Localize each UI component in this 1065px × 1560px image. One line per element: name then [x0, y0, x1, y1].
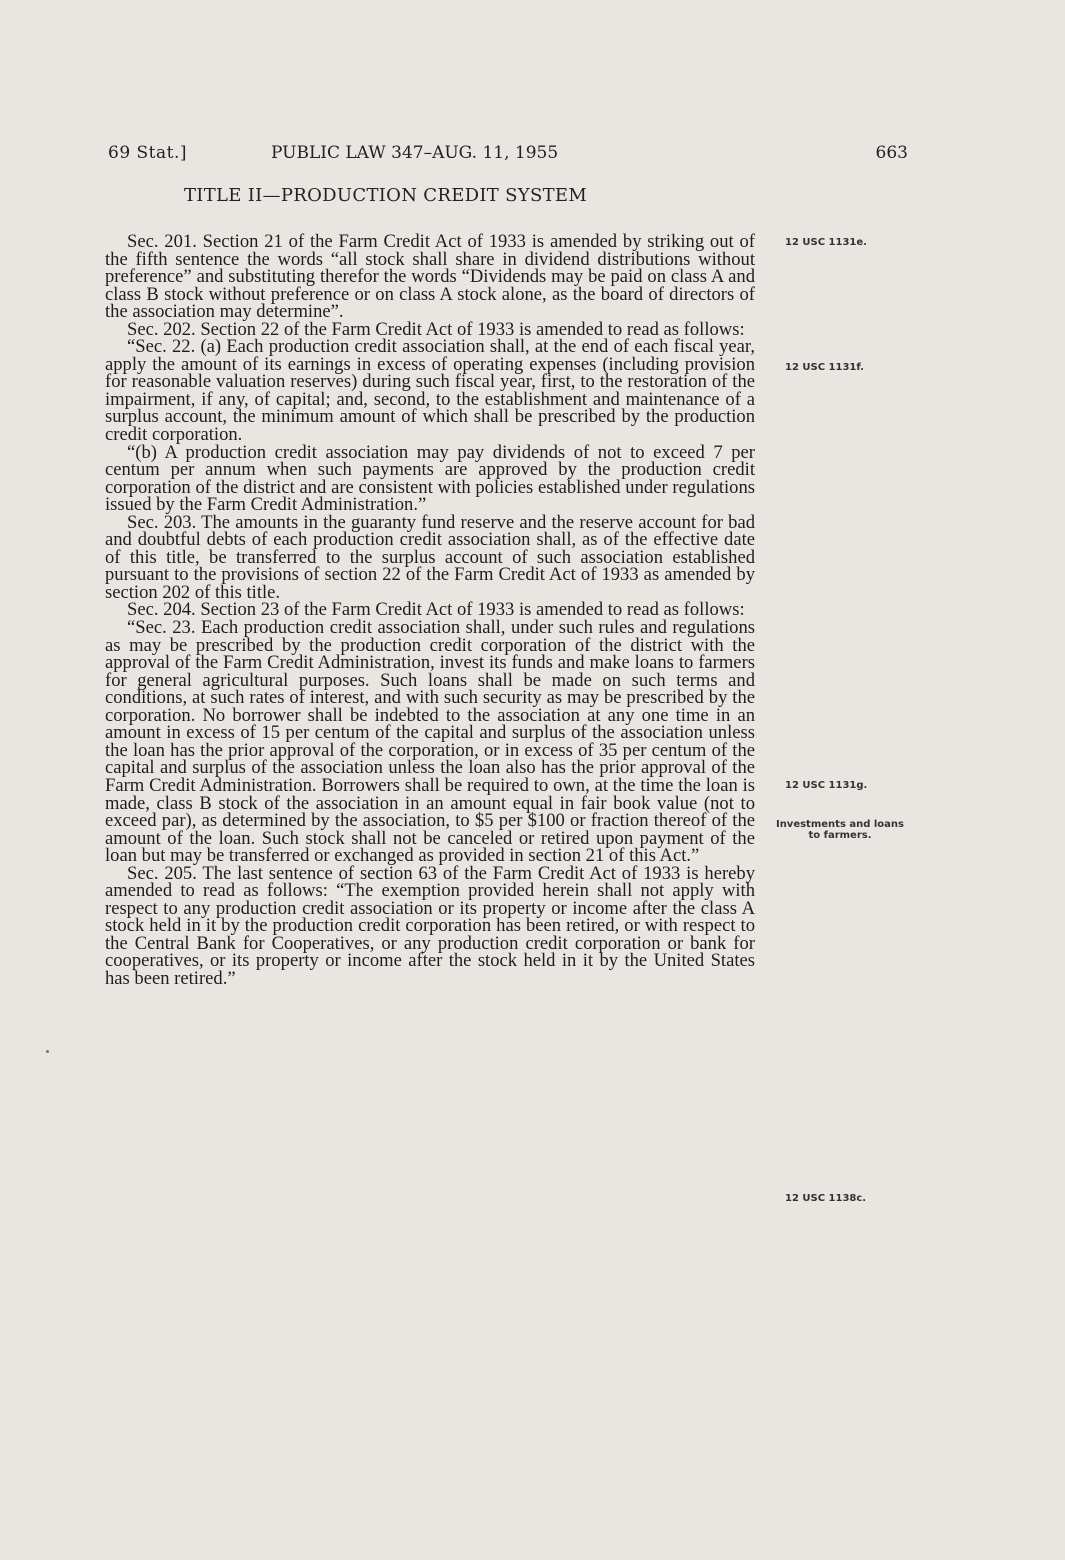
section-title: TITLE II—PRODUCTION CREDIT SYSTEM — [184, 185, 588, 206]
paragraph-sec-23: “Sec. 23. Each production credit association shall, under such rules and regulations as may be prescribed by the production credit corporation of the district with the approval of the Farm Credit Administration, invest its funds and make loans to farmers for general agricultural purposes. Such loans shall be made on such terms and conditions, at such rates of interest, and with such security as may be prescribed by the corporation. No borrower shall be indebted to the association at any one time in an amount in excess of 15 per centum of the capital and surplus of the association unless the loan has the prior approval of the corporation, or in excess of 35 per centum of the capital and surplus of the association unless the loan also has the prior approval of the Farm Credit Administration. Borrowers shall be required to own, at the time the loan is made, class B stock of the association in an amount equal in fair book value (not to exceed par), as determined by the association, to $5 per $100 or fraction thereof of the amount of the loan. Such stock shall not be canceled or retired upon payment of the loan but may be transferred or exchanged as provided in section 21 of this Act.” — [105, 617, 755, 867]
page-header — [108, 143, 908, 169]
paragraph-sec-202: Sec. 202. Section 22 of the Farm Credit Act of 1933 is amended to read as follows: — [127, 318, 745, 340]
scan-speck — [46, 1050, 49, 1053]
law-title: PUBLIC LAW 347–AUG. 11, 1955 — [271, 143, 559, 163]
margin-note-1131e: 12 USC 1131e. — [785, 237, 867, 248]
margin-note-1131f: 12 USC 1131f. — [785, 362, 864, 373]
paragraph-sec-205: Sec. 205. The last sentence of section 63 of the Farm Credit Act of 1933 is hereby amended to read as follows: “The exemption provided herein shall not apply with respect to any production credit association or its property or income after the class A stock held in it by the production credit corporation has been retired, or with respect to the Central Bank for Cooperatives, or any production credit corporation or bank for cooperatives, or its property or income after the stock held in it by the United States has been retired.” — [105, 862, 755, 989]
paragraph-sec-22a: “Sec. 22. (a) Each production credit association shall, at the end of each fiscal year, apply the amount of its earnings in excess of operating expenses (including provision for reasonable valuation reserves) during such fiscal year, first, to the restoration of the impairment, if any, of capital; and, second, to the establishment and maintenance of a surplus account, the minimum amount of which shall be prescribed by the production credit corporation. — [105, 336, 755, 446]
body-text — [105, 233, 755, 988]
page-number: 663 — [875, 143, 908, 163]
paragraph-sec-203: Sec. 203. The amounts in the guaranty fund reserve and the reserve account for bad and doubtful debts of each production credit association shall, as of the effective date of this title, be transferred to the surplus account of such association established pursuant to the provisions of section 22 of the Farm Credit Act of 1933 as amended by section 202 of this title. — [105, 511, 755, 603]
volume-reference: 69 Stat.] — [108, 143, 188, 163]
paragraph-sec-201: Sec. 201. Section 21 of the Farm Credit Act of 1933 is amended by striking out of the fifth sentence the words “all stock shall share in dividend distributions without preference” and substituting therefor the words “Dividends may be paid on class A and class B stock without preference or on class A stock alone, as the board of directors of the association may determine”. — [105, 231, 755, 323]
margin-note-investments: Investments and loans to farmers. — [775, 819, 905, 841]
margin-note-1131g: 12 USC 1131g. — [785, 780, 868, 791]
paragraph-sec-22b: “(b) A production credit association may pay dividends of not to exceed 7 per centum per annum when such payments are approved by the production credit corporation of the district and are consistent with policies established under regulations issued by the Farm Credit Administration.” — [105, 441, 755, 516]
margin-note-1138c: 12 USC 1138c. — [785, 1193, 867, 1204]
paragraph-sec-204: Sec. 204. Section 23 of the Farm Credit Act of 1933 is amended to read as follows: — [127, 599, 745, 621]
